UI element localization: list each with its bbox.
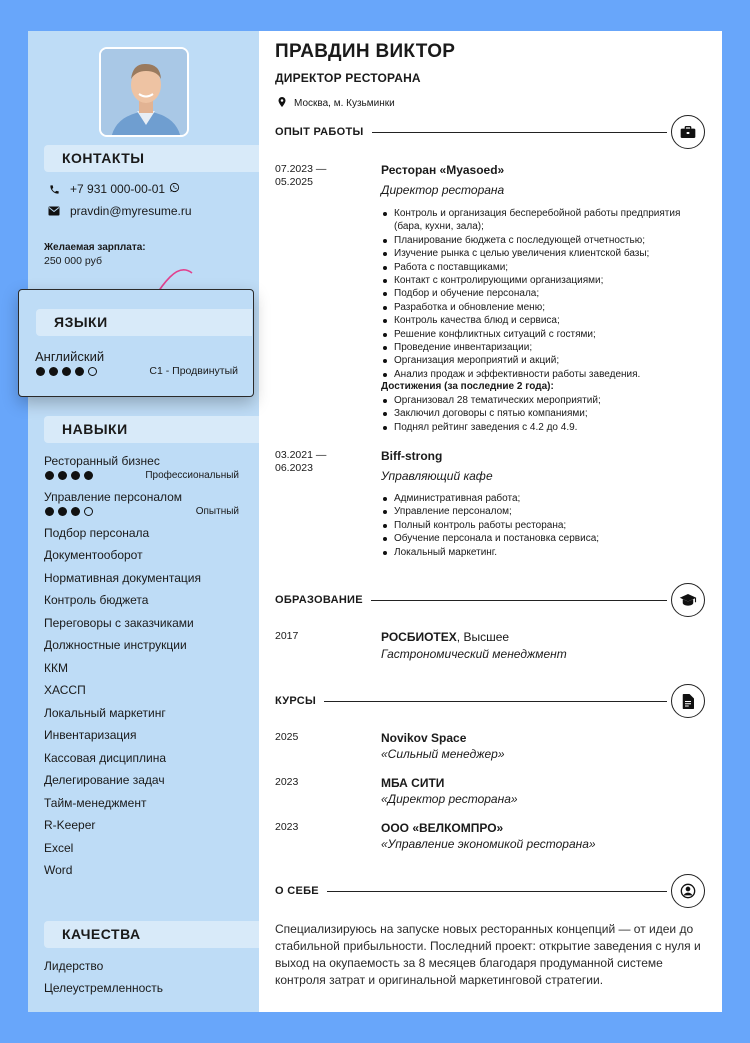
divider xyxy=(372,132,667,133)
skill-restaurant-business: Ресторанный бизнес xyxy=(44,454,160,468)
language-name: Английский xyxy=(35,349,105,364)
education-title: ОБРАЗОВАНИЕ xyxy=(275,594,363,606)
duty-item: Разработка и обновление меню; xyxy=(381,301,681,314)
skill-item: Кассовая дисциплина xyxy=(44,751,167,765)
education-heading xyxy=(275,582,705,618)
quality-item: Целеустремленность xyxy=(44,981,164,995)
map-pin-icon xyxy=(278,97,286,110)
sidebar xyxy=(28,31,259,1012)
skill-level-dots xyxy=(45,471,93,480)
skill-level-dots xyxy=(45,507,93,516)
duty-item: Полный контроль работы ресторана; xyxy=(381,519,681,532)
envelope-icon xyxy=(48,206,60,216)
languages-heading: ЯЗЫКИ xyxy=(36,309,252,336)
duty-item: Организация мероприятий и акций; xyxy=(381,354,681,367)
about-heading xyxy=(275,873,705,909)
level-dot-filled xyxy=(45,471,54,480)
duty-item: Проведение инвентаризации; xyxy=(381,341,681,354)
email-address: pravdin@myresume.ru xyxy=(70,204,192,218)
user-circle-icon xyxy=(671,874,705,908)
skill-personnel-management: Управление персоналом xyxy=(44,490,183,504)
about-title: О СЕБЕ xyxy=(275,885,319,897)
skill-item: Нормативная документация xyxy=(44,571,201,585)
duty-item: Подбор и обучение персонала; xyxy=(381,287,681,300)
level-dot-filled xyxy=(75,367,84,376)
duty-item: Обучение персонала и постановка сервиса; xyxy=(381,532,681,545)
courses-heading xyxy=(275,683,705,719)
duty-item: Контроль и организация бесперебойной работы предприятия (бара, кухни, зала); xyxy=(381,207,681,234)
duty-item: Работа с поставщиками; xyxy=(381,261,681,274)
divider xyxy=(324,701,667,702)
skill-item: Excel xyxy=(44,841,74,855)
contacts-heading: КОНТАКТЫ xyxy=(44,145,259,172)
skill-item: Должностные инструкции xyxy=(44,638,187,652)
achievements-list xyxy=(381,394,681,434)
language-level-dots xyxy=(36,367,97,376)
skill-item: Документооборот xyxy=(44,548,143,562)
skills-heading: НАВЫКИ xyxy=(44,416,259,443)
whatsapp-icon xyxy=(169,182,180,196)
languages-card xyxy=(18,289,254,397)
duty-item: Локальный маркетинг. xyxy=(381,546,681,559)
level-dot-filled xyxy=(71,471,80,480)
achievement-item: Поднял рейтинг заведения с 4.2 до 4.9. xyxy=(381,421,681,434)
skill-item: ККМ xyxy=(44,661,68,675)
skill-item: Делегирование задач xyxy=(44,773,165,787)
duty-item: Контакт с контролирующими организациями; xyxy=(381,274,681,287)
level-dot-filled xyxy=(58,507,67,516)
location-text: Москва, м. Кузьминки xyxy=(294,98,395,109)
job-position: Управляющий кафе xyxy=(381,469,493,483)
language-level: C1 - Продвинутый xyxy=(149,365,238,377)
duty-item: Изучение рынка с целью увеличения клиентской базы; xyxy=(381,247,681,260)
achievement-item: Заключил договоры с пятью компаниями; xyxy=(381,407,681,420)
education-school xyxy=(381,630,509,644)
skill-level-label: Профессиональный xyxy=(145,470,239,481)
school-name: РОСБИОТЕХ xyxy=(381,630,457,644)
briefcase-icon xyxy=(671,115,705,149)
course-year: 2023 xyxy=(275,776,299,788)
duty-item: Планирование бюджета с последующей отчетностью; xyxy=(381,234,681,247)
duty-item: Анализ продаж и эффективности работы заведения. xyxy=(381,368,681,381)
achievement-item: Организовал 28 тематических мероприятий; xyxy=(381,394,681,407)
level-dot-filled xyxy=(62,367,71,376)
divider xyxy=(327,891,667,892)
salary-value: 250 000 руб xyxy=(44,255,102,267)
job-company: Biff-strong xyxy=(381,449,443,463)
achievements-title: Достижения (за последние 2 года): xyxy=(381,381,554,392)
job-duties xyxy=(381,207,681,381)
course-org: ООО «ВЕЛКОМПРО» xyxy=(381,821,504,835)
skill-item: ХАССП xyxy=(44,683,86,697)
divider xyxy=(371,600,667,601)
location xyxy=(278,97,395,110)
full-name: ПРАВДИН ВИКТОР xyxy=(275,41,456,62)
email-contact[interactable] xyxy=(48,204,192,218)
level-dot-filled xyxy=(71,507,80,516)
experience-heading xyxy=(275,114,705,150)
skill-item: Word xyxy=(44,863,73,877)
skill-item: Инвентаризация xyxy=(44,728,137,742)
courses-title: КУРСЫ xyxy=(275,695,317,707)
job-position: Директор ресторана xyxy=(381,183,505,197)
duty-item: Административная работа; xyxy=(381,492,681,505)
education-year: 2017 xyxy=(275,630,299,642)
level-dot-filled xyxy=(45,507,54,516)
course-name: «Директор ресторана» xyxy=(381,792,518,806)
document-icon xyxy=(671,684,705,718)
skill-item: Подбор персонала xyxy=(44,526,150,540)
skill-level-label: Опытный xyxy=(195,506,239,517)
duty-item: Контроль качества блюд и сервиса; xyxy=(381,314,681,327)
profile-photo xyxy=(99,47,189,137)
education-program: Гастрономический менеджмент xyxy=(381,647,567,661)
about-text: Специализируюсь на запуске новых ресторанных концепций — от идеи до стабильной прибыльности. Последний проект: открытие заведения с нуля и выход на окупаемость за 8 месяцев благодаря продуманной системе контроля затрат и оригинальной маркетинговой стратегии. xyxy=(275,922,701,987)
course-org: Novikov Space xyxy=(381,731,467,745)
degree: , Высшее xyxy=(456,630,510,644)
course-name: «Сильный менеджер» xyxy=(381,747,505,761)
job-company: Ресторан «Myasoed» xyxy=(381,163,505,177)
level-dot-empty xyxy=(88,367,97,376)
salary-label: Желаемая зарплата: xyxy=(44,242,146,253)
phone-number: +7 931 000-00-01 xyxy=(70,182,166,196)
phone-icon xyxy=(48,184,60,195)
level-dot-filled xyxy=(49,367,58,376)
level-dot-filled xyxy=(58,471,67,480)
job-title: ДИРЕКТОР РЕСТОРАНА xyxy=(275,71,421,85)
job-dates: 03.2021 — 06.2023 xyxy=(275,449,327,474)
graduation-cap-icon xyxy=(671,583,705,617)
duty-item: Решение конфликтных ситуаций с гостями; xyxy=(381,328,681,341)
course-name: «Управление экономикой ресторана» xyxy=(381,837,596,851)
job-dates: 07.2023 — 05.2025 xyxy=(275,163,327,188)
skill-item: Локальный маркетинг xyxy=(44,706,166,720)
course-year: 2025 xyxy=(275,731,299,743)
phone-contact[interactable] xyxy=(48,182,180,196)
duty-item: Управление персоналом; xyxy=(381,505,681,518)
skill-item: Тайм-менеджмент xyxy=(44,796,147,810)
experience-title: ОПЫТ РАБОТЫ xyxy=(275,126,364,138)
course-year: 2023 xyxy=(275,821,299,833)
skill-item: R-Keeper xyxy=(44,818,96,832)
level-dot-filled xyxy=(36,367,45,376)
job-duties xyxy=(381,492,681,559)
resume-page xyxy=(28,31,722,1012)
level-dot-empty xyxy=(84,507,93,516)
skill-item: Контроль бюджета xyxy=(44,593,149,607)
course-org: МБА СИТИ xyxy=(381,776,445,790)
level-dot-filled xyxy=(84,471,93,480)
skill-item: Переговоры с заказчиками xyxy=(44,616,194,630)
qualities-heading: КАЧЕСТВА xyxy=(44,921,259,948)
quality-item: Лидерство xyxy=(44,959,104,973)
